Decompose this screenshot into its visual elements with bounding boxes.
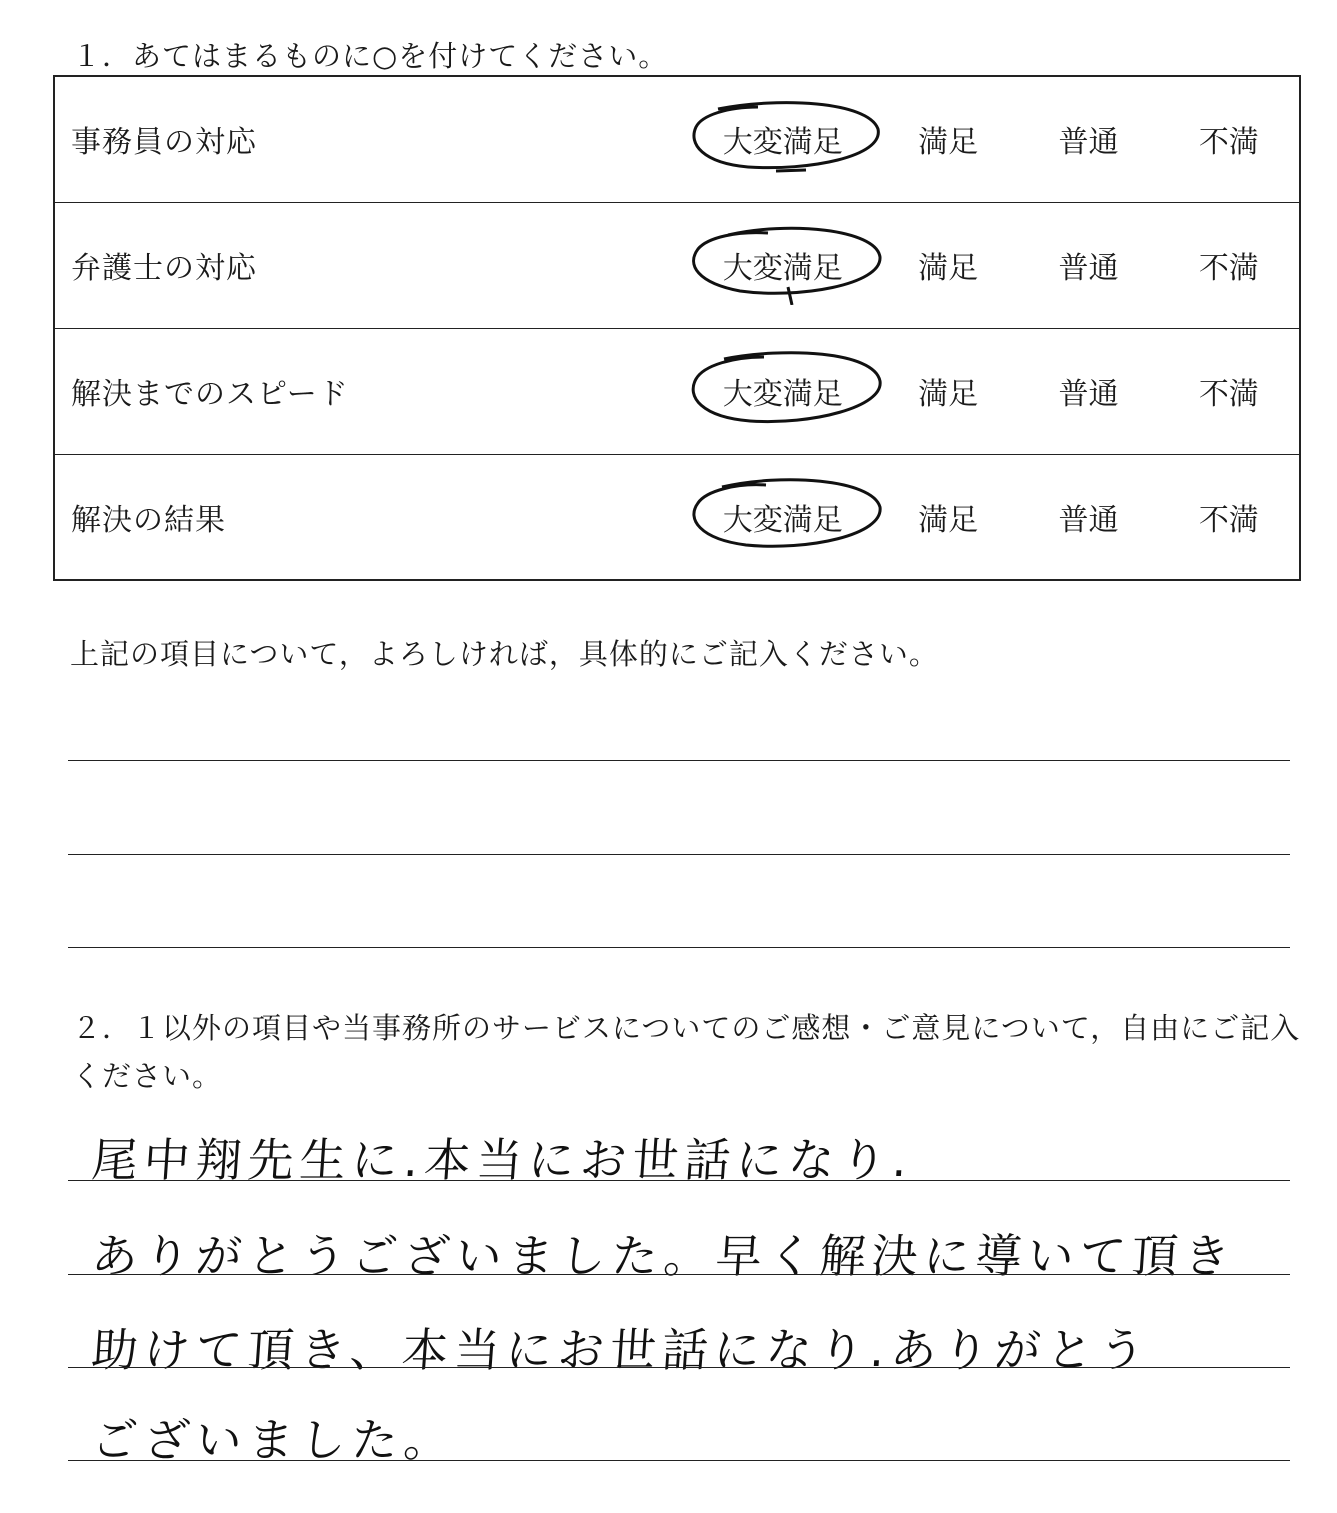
answer-line[interactable]	[68, 1180, 1290, 1181]
option-neutral[interactable]	[1018, 328, 1158, 454]
option-satisfied[interactable]	[878, 202, 1018, 328]
option-dissatisfied[interactable]	[1159, 328, 1300, 454]
option-label: 不満	[1198, 251, 1259, 286]
option-satisfied[interactable]	[878, 328, 1018, 454]
rating-row-staff	[54, 76, 1300, 202]
comment-line[interactable]	[68, 854, 1290, 855]
option-very-satisfied[interactable]	[688, 202, 878, 328]
option-very-satisfied[interactable]	[688, 76, 878, 202]
option-label: 普通	[1058, 125, 1119, 161]
option-neutral[interactable]	[1018, 202, 1158, 328]
option-label: 普通	[1058, 251, 1119, 286]
rating-table	[53, 75, 1301, 581]
handwritten-answer-line: 尾中翔先生に.本当にお世話になり.	[89, 1133, 915, 1187]
handwritten-answer-line: 助けて頂き、本当にお世話になり.ありがとう	[89, 1323, 1153, 1377]
answer-line[interactable]	[68, 1367, 1290, 1368]
question-1-heading: １．あてはまるものに○を付けてください。	[72, 39, 669, 73]
question-2-heading: ２．１以外の項目や当事務所のサービスについてのご感想・ご意見について，自由にご記入ください。	[72, 1011, 1301, 1093]
answer-line[interactable]	[68, 1274, 1290, 1275]
option-label: 大変満足	[722, 377, 843, 412]
option-label: 普通	[1058, 502, 1119, 538]
comment-line[interactable]	[68, 760, 1290, 761]
option-label: 大変満足	[722, 502, 843, 538]
option-dissatisfied[interactable]	[1159, 76, 1300, 202]
option-neutral[interactable]	[1018, 76, 1158, 202]
option-label: 満足	[918, 251, 979, 286]
option-label: 不満	[1198, 125, 1259, 161]
option-label: 満足	[918, 125, 979, 161]
option-dissatisfied[interactable]	[1159, 454, 1300, 580]
option-label: 満足	[918, 502, 979, 538]
answer-line[interactable]	[68, 1460, 1290, 1461]
option-dissatisfied[interactable]	[1159, 202, 1300, 328]
comment-prompt: 上記の項目について，よろしければ，具体的にご記入ください。	[70, 637, 939, 671]
rating-row-lawyer	[54, 202, 1300, 328]
handwritten-answer-line: ありがとうございました。早く解決に導いて頂き	[89, 1229, 1238, 1283]
comment-line[interactable]	[68, 947, 1290, 948]
rating-item-label: 解決までのスピード	[54, 328, 688, 454]
rating-row-speed	[54, 328, 1300, 454]
rating-row-result	[54, 454, 1300, 580]
option-label: 大変満足	[722, 125, 843, 161]
option-neutral[interactable]	[1018, 454, 1158, 580]
handwritten-answer-line: ございました。	[89, 1413, 458, 1467]
option-very-satisfied[interactable]	[688, 454, 878, 580]
rating-item-label: 事務員の対応	[54, 76, 688, 202]
option-satisfied[interactable]	[878, 454, 1018, 580]
option-label: 不満	[1198, 377, 1259, 412]
option-label: 普通	[1058, 377, 1119, 412]
option-very-satisfied[interactable]	[688, 328, 878, 454]
option-label: 不満	[1198, 502, 1259, 538]
rating-item-label: 解決の結果	[54, 454, 688, 580]
option-satisfied[interactable]	[878, 76, 1018, 202]
option-label: 満足	[918, 377, 979, 412]
option-label: 大変満足	[722, 251, 843, 286]
rating-item-label: 弁護士の対応	[54, 202, 688, 328]
